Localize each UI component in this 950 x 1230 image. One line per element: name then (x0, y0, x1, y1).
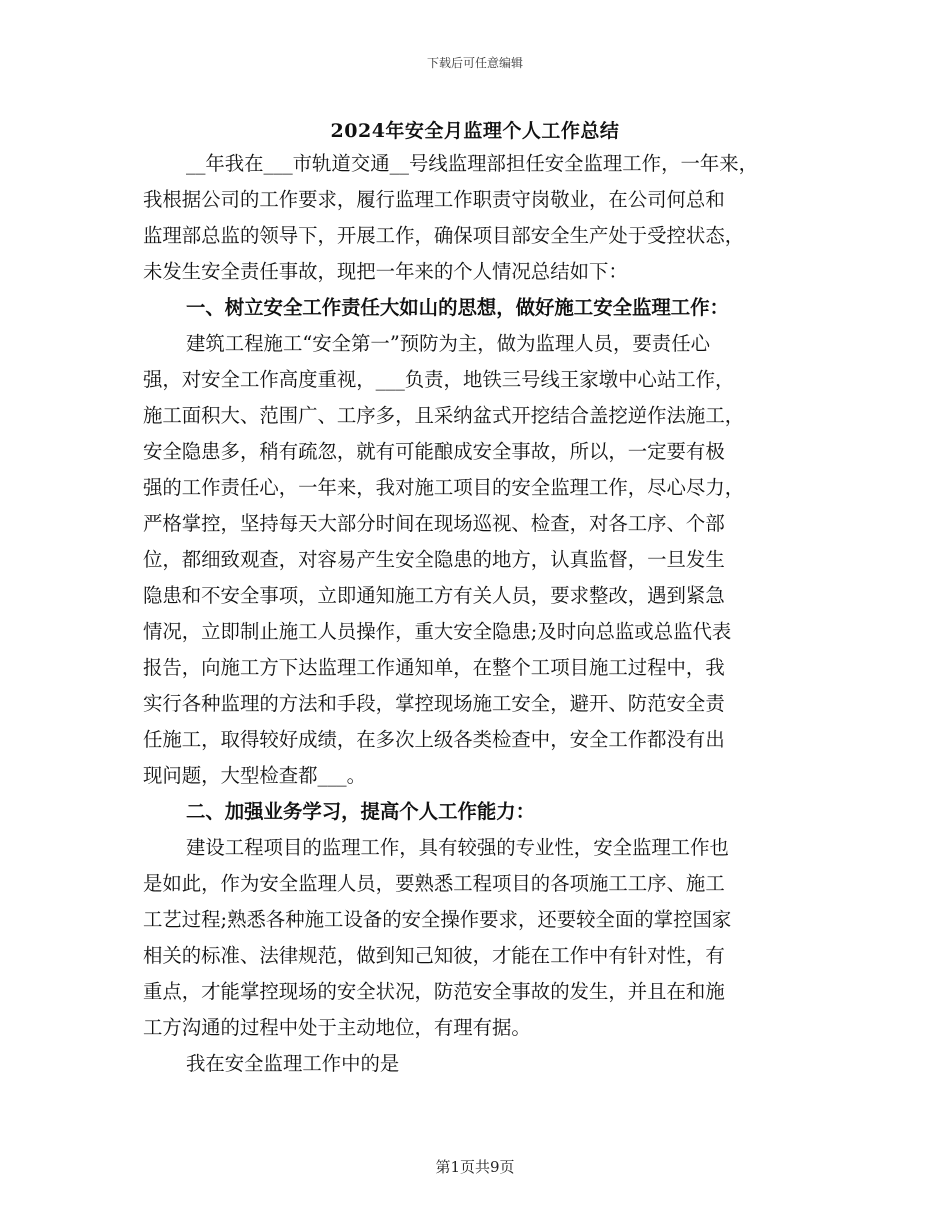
body-text-line: 实行各种监理的方法和手段，掌控现场施工安全，避开、防范安全责 (143, 692, 725, 715)
body-text-line: 建设工程项目的监理工作，具有较强的专业性，安全监理工作也 (186, 836, 729, 859)
body-text-line: 工艺过程;熟悉各种施工设备的安全操作要求，还要较全面的掌控国家 (143, 908, 732, 931)
document-title: 2024年安全月监理个人工作总结 (330, 120, 620, 142)
body-text-line: 我在安全监理工作中的是 (186, 1052, 400, 1075)
document-body (143, 146, 813, 1082)
body-text-line: __年我在___市轨道交通__号线监理部担任安全监理工作，一年来， (186, 152, 759, 175)
body-text-line: 位，都细致观查，对容易产生安全隐患的地方，认真监督，一旦发生 (143, 548, 725, 571)
body-text-line: 是如此，作为安全监理人员，要熟悉工程项目的各项施工工序、施工 (143, 872, 725, 895)
page-header: 下载后可任意编辑 (426, 56, 523, 70)
body-text-line: 任施工，取得较好成绩，在多次上级各类检查中，安全工作都没有出 (143, 728, 725, 751)
body-text-line: 报告，向施工方下达监理工作通知单，在整个工项目施工过程中，我 (143, 656, 725, 679)
body-text-line: 我根据公司的工作要求，履行监理工作职责守岗敬业，在公司何总和 (143, 188, 725, 211)
section-heading-line: 二、加强业务学习，提高个人工作能力： (186, 800, 536, 823)
body-text-line: 强的工作责任心，一年来，我对施工项目的安全监理工作，尽心尽力， (143, 476, 745, 499)
body-text-line: 隐患和不安全事项，立即通知施工方有关人员，要求整改，遇到紧急 (143, 584, 725, 607)
body-text-line: 重点，才能掌控现场的安全状况，防范安全事故的发生，并且在和施 (143, 980, 725, 1003)
body-text-line: 现问题，大型检查都___。 (143, 764, 366, 787)
body-text-line: 相关的标准、法律规范，做到知己知彼，才能在工作中有针对性，有 (143, 944, 725, 967)
body-text-line: 严格掌控，坚持每天大部分时间在现场巡视、检查，对各工序、个部 (143, 512, 725, 535)
body-text-line: 强，对安全工作高度重视，___负责，地铁三号线王家墩中心站工作， (143, 368, 735, 391)
body-text-line: 建筑工程施工“安全第一”预防为主，做为监理人员，要责任心 (186, 332, 710, 355)
page-footer: 第1页共9页 (435, 1158, 515, 1176)
body-text-line: 工方沟通的过程中处于主动地位，有理有据。 (143, 1016, 531, 1039)
body-text-line: 未发生安全责任事故，现把一年来的个人情况总结如下： (143, 260, 628, 283)
body-text-line: 施工面积大、范围广、工序多，且采纳盆式开挖结合盖挖逆作法施工， (143, 404, 745, 427)
body-text-line: 安全隐患多，稍有疏忽，就有可能酿成安全事故，所以，一定要有极 (143, 440, 725, 463)
body-text-line: 情况，立即制止施工人员操作，重大安全隐患;及时向总监或总监代表 (143, 620, 732, 643)
body-text-line: 监理部总监的领导下，开展工作，确保项目部安全生产处于受控状态， (143, 224, 745, 247)
section-heading-line: 一、树立安全工作责任大如山的思想，做好施工安全监理工作： (186, 296, 729, 319)
